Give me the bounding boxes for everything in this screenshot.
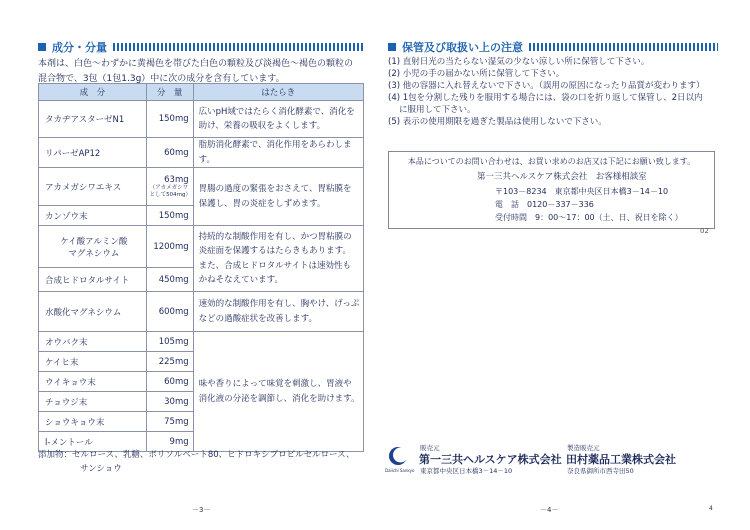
contact-address: 〒103－8234 東京都中央区日本橋3－14－10	[495, 187, 669, 196]
ingredient-name: アカメガシワエキス	[39, 168, 147, 206]
contact-hours: 受付時間 9：00～17：00（土、日、祝日を除く）	[495, 213, 683, 222]
ingredient-amount: 1200mg	[146, 226, 193, 268]
section-divider	[113, 43, 364, 51]
precaution-item: (5) 表示の使用期限を過ぎた製品は使用しないで下さい。	[388, 117, 607, 127]
header-ingredient: 成 分	[39, 84, 147, 101]
ingredient-amount: 225mg	[146, 352, 193, 372]
ingredient-name: ケイヒ末	[39, 352, 147, 372]
ingredient-effect	[193, 226, 363, 292]
effect-line: また、合成ヒドロタルサイトは速効性も	[198, 260, 352, 271]
seller-label: 販売元	[420, 444, 440, 452]
effect-line: 助け、栄養の吸収をよくします。	[198, 121, 326, 131]
ingredient-effect	[193, 168, 363, 226]
print-code: 02	[700, 227, 709, 235]
precaution-item: (1) 直射日光の当たらない湿気の少ない涼しい所に保管して下さい。	[388, 57, 650, 67]
header-amount: 分 量	[146, 84, 193, 101]
corner-mark: 4	[709, 505, 713, 512]
effect-line: などの過酸症状を改善します。	[198, 313, 317, 324]
ingredient-amount: 450mg	[146, 268, 193, 292]
ingredient-amount: 600mg	[146, 292, 193, 332]
effect-line: 味や香りによって味覚を刺激し、胃液や	[198, 379, 352, 389]
intro-line: 混合物で、3包（1包1.3g）中に次の成分を含有しています。	[38, 74, 285, 84]
ingredient-effect	[193, 101, 363, 138]
page-number-right: －4－	[540, 506, 559, 514]
table-row	[39, 138, 364, 168]
table-row	[39, 168, 364, 206]
effect-line: かねそなえています。	[198, 275, 283, 285]
maker-label: 製造販売元	[567, 444, 600, 452]
maker-address: 奈良県御所市西寺田50	[567, 467, 634, 475]
effect-line: 広いpH域ではたらく消化酵素で、消化を	[198, 106, 355, 117]
effect-line: 持続的な制酸作用を有し、かつ胃粘膜の	[198, 231, 352, 242]
amount-note: として504mg）	[149, 191, 192, 198]
ingredient-name: カンゾウ末	[39, 206, 147, 226]
ingredient-name: リパーゼAP12	[39, 138, 147, 168]
table-row	[39, 332, 364, 352]
seller-address: 東京都中央区日本橋3－14－10	[420, 467, 513, 475]
section-square-icon	[388, 43, 396, 51]
table-row	[39, 101, 364, 138]
contact-company: 第一三共ヘルスケア株式会社 お客様相談室	[477, 172, 647, 182]
ingredient-name: オウバク末	[39, 332, 147, 352]
table-row	[39, 292, 364, 332]
section-divider	[529, 43, 718, 51]
ingredient-name: l-メントール	[39, 432, 147, 452]
ingredient-amount: 150mg	[146, 101, 193, 138]
name-line: ケイ酸アルミン酸	[60, 236, 128, 247]
ingredient-name: タカヂアスターゼN1	[39, 101, 147, 138]
ingredient-amount: 150mg	[146, 206, 193, 226]
effect-line: 速効的な制酸作用を有し、胸やけ、げっぷ	[198, 299, 360, 309]
effect-line: 脂肪消化酵素で、消化作用をあらわします。	[198, 140, 352, 165]
ingredient-name	[39, 226, 147, 268]
ingredients-title: 成分・分量	[52, 41, 107, 54]
effect-line: 保護し、胃の炎症をしずめます。	[198, 198, 326, 209]
storage-precautions	[388, 56, 718, 128]
storage-section-header	[388, 40, 718, 54]
precaution-item: に服用して下さい。	[399, 105, 476, 115]
ingredient-amount: 60mg	[146, 372, 193, 392]
effect-line: 胃腸の過度の緊張をおさえて、胃粘膜を	[198, 184, 352, 194]
contact-phone: 電 話 0120－337－336	[495, 200, 594, 209]
ingredient-amount: 30mg	[146, 392, 193, 412]
storage-title: 保管及び取扱い上の注意	[402, 41, 523, 54]
seller-name: 第一三共ヘルスケア株式会社	[419, 453, 562, 466]
additive-line: 添加物：セルロース、乳糖、ポリソルベート80、ヒドロキシプロピルセルロース、	[38, 450, 355, 460]
name-line: マグネシウム	[68, 248, 120, 259]
ingredient-effect	[193, 332, 363, 452]
precaution-item: (4) 1包を分割した残りを服用する場合には、袋の口を折り返して保管し、2日以内	[388, 93, 703, 103]
ingredients-table	[38, 83, 364, 452]
logo-wordmark: Daiichi Sankyo	[385, 468, 415, 473]
amount-value: 63mg	[164, 174, 189, 185]
ingredient-amount	[146, 168, 193, 206]
ingredient-name: ウイキョウ末	[39, 372, 147, 392]
section-square-icon	[38, 43, 46, 51]
ingredients-section-header	[38, 40, 364, 54]
page-number-left: －3－	[192, 506, 211, 514]
table-header-row	[39, 84, 364, 101]
contact-intro: 本品についてのお問い合わせは、お買い求めのお店又は下記にお願い致します。	[407, 157, 696, 166]
precaution-item: (3) 他の容器に入れ替えないで下さい。（誤用の原因になったり品質が変わります）	[388, 81, 705, 91]
ingredient-name: 水酸化マグネシウム	[39, 292, 147, 332]
ingredient-amount: 105mg	[146, 332, 193, 352]
ingredient-name: ショウキョウ末	[39, 412, 147, 432]
effect-line: 炎症面を保護するはたらきもあります。	[198, 246, 351, 256]
header-effect: はたらき	[193, 84, 363, 101]
maker-name: 田村薬品工業株式会社	[566, 453, 676, 466]
ingredient-effect	[193, 138, 363, 168]
additive-line: サンショウ	[80, 464, 122, 474]
ingredient-amount: 9mg	[146, 432, 193, 452]
effect-line: 消化液の分泌を調節し、消化を助けます。	[198, 393, 360, 404]
daiichi-sankyo-logo	[388, 446, 408, 466]
table-row	[39, 226, 364, 268]
amount-note: （アカメガシワ	[149, 184, 189, 191]
contact-box	[388, 151, 715, 229]
ingredient-name: チョウジ末	[39, 392, 147, 412]
ingredient-name: 合成ヒドロタルサイト	[39, 268, 147, 292]
ingredient-amount: 75mg	[146, 412, 193, 432]
precaution-item: (2) 小児の手の届かない所に保管して下さい。	[388, 69, 565, 79]
intro-line: 本剤は、白色～わずかに黄褐色を帯びた白色の顆粒及び淡褐色～褐色の顆粒の	[38, 59, 354, 69]
additives-note	[38, 448, 368, 476]
ingredient-amount: 60mg	[146, 138, 193, 168]
ingredient-effect	[193, 292, 363, 332]
